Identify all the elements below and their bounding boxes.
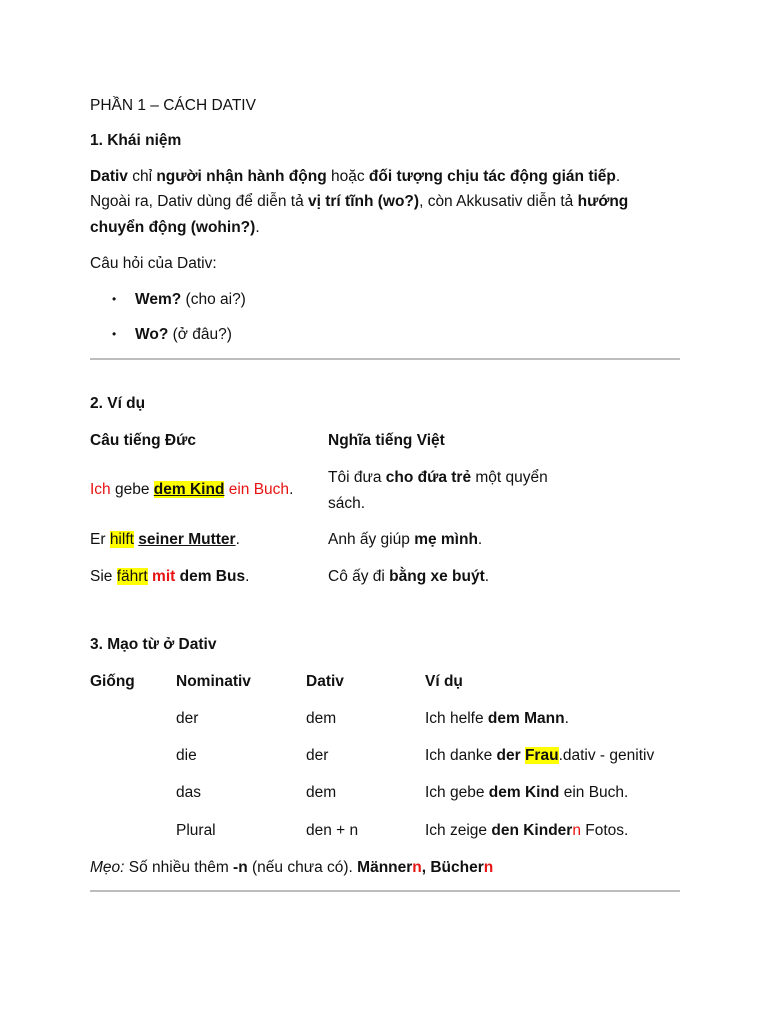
bullet-dot-icon: • xyxy=(112,292,117,306)
table-cell-nominativ: die xyxy=(176,747,197,764)
example-german-1: Ich gebe dem Kind ein Buch. xyxy=(90,481,294,498)
heading-examples: 2. Ví dụ xyxy=(90,395,146,412)
table-cell-example: Ich danke der Frau.dativ - genitiv xyxy=(425,747,655,764)
heading-concept: 1. Khái niệm xyxy=(90,132,182,149)
example-german-3: Sie fährt mit dem Bus. xyxy=(90,568,250,585)
table-header-example: Ví dụ xyxy=(425,673,463,690)
divider xyxy=(90,890,680,892)
table-header-dativ: Dativ xyxy=(306,673,344,690)
table-cell-nominativ: das xyxy=(176,784,201,801)
table-cell-dativ: den + n xyxy=(306,822,359,839)
table-cell-dativ: dem xyxy=(306,710,337,727)
bullet-dot-icon: • xyxy=(112,327,117,341)
table-cell-dativ: der xyxy=(306,747,329,764)
table-cell-nominativ: Plural xyxy=(176,822,216,839)
table-header-gender: Giống xyxy=(90,673,135,690)
question-intro: Câu hỏi của Dativ: xyxy=(90,255,217,272)
concept-line-3: chuyển động (wohin?). xyxy=(90,219,260,236)
tip-line: Mẹo: Số nhiều thêm -n (nếu chưa có). Männern, Büchern xyxy=(90,859,494,876)
column-header-german: Câu tiếng Đức xyxy=(90,432,196,449)
heading-articles: 3. Mạo từ ở Dativ xyxy=(90,636,217,653)
table-cell-example: Ich zeige den Kindern Fotos. xyxy=(425,822,629,839)
table-cell-example: Ich gebe dem Kind ein Buch. xyxy=(425,784,629,801)
section-title: PHẦN 1 – CÁCH DATIV xyxy=(90,97,256,114)
divider xyxy=(90,358,680,360)
concept-line-1: Dativ chỉ người nhận hành động hoặc đối tượng chịu tác động gián tiếp. xyxy=(90,168,621,185)
column-header-vietnamese: Nghĩa tiếng Việt xyxy=(328,432,445,449)
table-cell-nominativ: der xyxy=(176,710,199,727)
example-vietnamese-3: Cô ấy đi bằng xe buýt. xyxy=(328,568,490,585)
example-vietnamese-2: Anh ấy giúp mẹ mình. xyxy=(328,531,483,548)
concept-line-2: Ngoài ra, Dativ dùng để diễn tả vị trí tĩnh (wo?), còn Akkusativ diễn tả hướng xyxy=(90,193,629,210)
example-vietnamese-1: Tôi đưa cho đứa trẻ một quyển sách. xyxy=(328,469,548,512)
table-cell-dativ: dem xyxy=(306,784,337,801)
example-german-2: Er hilft seiner Mutter. xyxy=(90,531,240,548)
table-header-nominativ: Nominativ xyxy=(176,673,251,690)
table-cell-example: Ich helfe dem Mann. xyxy=(425,710,569,727)
